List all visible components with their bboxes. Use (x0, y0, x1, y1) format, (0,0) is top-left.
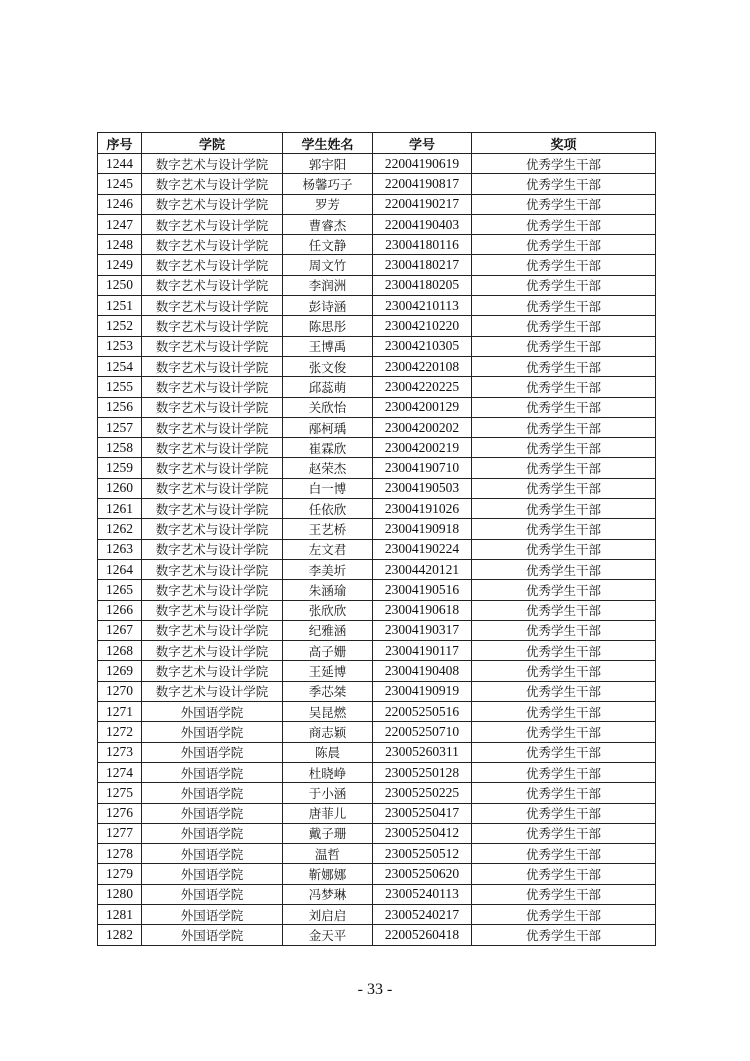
cell-seq: 1273 (98, 742, 142, 762)
table-row (98, 803, 656, 823)
cell-college: 数字艺术与设计学院 (142, 641, 283, 661)
cell-student-id: 23004220108 (373, 356, 472, 376)
cell-award: 优秀学生干部 (472, 255, 656, 275)
cell-college: 数字艺术与设计学院 (142, 499, 283, 519)
table-row (98, 539, 656, 559)
cell-award: 优秀学生干部 (472, 823, 656, 843)
cell-student-name: 任文静 (283, 235, 373, 255)
cell-student-name: 金天平 (283, 925, 373, 945)
cell-seq: 1276 (98, 803, 142, 823)
cell-college: 外国语学院 (142, 823, 283, 843)
table-row (98, 174, 656, 194)
cell-student-id: 22005250516 (373, 702, 472, 722)
cell-student-name: 彭诗涵 (283, 296, 373, 316)
cell-student-id: 22004190619 (373, 154, 472, 174)
table-row (98, 925, 656, 945)
table-row (98, 641, 656, 661)
cell-college: 数字艺术与设计学院 (142, 620, 283, 640)
cell-student-id: 23004210113 (373, 296, 472, 316)
page-number: - 33 - (357, 981, 393, 998)
cell-college: 数字艺术与设计学院 (142, 174, 283, 194)
cell-award: 优秀学生干部 (472, 559, 656, 579)
cell-college: 数字艺术与设计学院 (142, 559, 283, 579)
table-row (98, 783, 656, 803)
cell-student-name: 关欣怡 (283, 397, 373, 417)
cell-seq: 1252 (98, 316, 142, 336)
cell-award: 优秀学生干部 (472, 397, 656, 417)
table-row (98, 397, 656, 417)
cell-award: 优秀学生干部 (472, 681, 656, 701)
cell-seq: 1270 (98, 681, 142, 701)
cell-student-name: 刘启启 (283, 904, 373, 924)
cell-student-id: 23004190408 (373, 661, 472, 681)
cell-college: 数字艺术与设计学院 (142, 296, 283, 316)
cell-award: 优秀学生干部 (472, 417, 656, 437)
cell-student-name: 赵荣杰 (283, 458, 373, 478)
cell-college: 数字艺术与设计学院 (142, 417, 283, 437)
cell-student-name: 纪雅涵 (283, 620, 373, 640)
cell-student-id: 23005250512 (373, 844, 472, 864)
table-row (98, 884, 656, 904)
cell-student-id: 23005250412 (373, 823, 472, 843)
cell-award: 优秀学生干部 (472, 762, 656, 782)
cell-college: 数字艺术与设计学院 (142, 580, 283, 600)
cell-student-id: 23004200219 (373, 438, 472, 458)
cell-student-name: 冯梦琳 (283, 884, 373, 904)
cell-seq: 1263 (98, 539, 142, 559)
cell-award: 优秀学生干部 (472, 296, 656, 316)
cell-seq: 1256 (98, 397, 142, 417)
cell-seq: 1275 (98, 783, 142, 803)
header-college: 学院 (142, 133, 283, 154)
cell-student-id: 23005250417 (373, 803, 472, 823)
cell-college: 数字艺术与设计学院 (142, 214, 283, 234)
table-row (98, 296, 656, 316)
cell-student-id: 23004190919 (373, 681, 472, 701)
cell-college: 数字艺术与设计学院 (142, 275, 283, 295)
cell-student-name: 陈晨 (283, 742, 373, 762)
cell-award: 优秀学生干部 (472, 783, 656, 803)
cell-student-id: 23004200202 (373, 417, 472, 437)
cell-seq: 1262 (98, 519, 142, 539)
cell-seq: 1280 (98, 884, 142, 904)
cell-college: 数字艺术与设计学院 (142, 235, 283, 255)
table-row (98, 823, 656, 843)
table-row (98, 559, 656, 579)
cell-student-name: 陈思彤 (283, 316, 373, 336)
table-row (98, 154, 656, 174)
cell-award: 优秀学生干部 (472, 154, 656, 174)
cell-seq: 1257 (98, 417, 142, 437)
cell-student-id: 23004191026 (373, 499, 472, 519)
cell-student-name: 唐菲儿 (283, 803, 373, 823)
cell-seq: 1248 (98, 235, 142, 255)
cell-award: 优秀学生干部 (472, 499, 656, 519)
cell-student-name: 温哲 (283, 844, 373, 864)
cell-college: 外国语学院 (142, 722, 283, 742)
cell-student-name: 张文俊 (283, 356, 373, 376)
cell-student-name: 曹睿杰 (283, 214, 373, 234)
cell-student-name: 王博禹 (283, 336, 373, 356)
cell-student-id: 23004190317 (373, 620, 472, 640)
header-award: 奖项 (472, 133, 656, 154)
cell-award: 优秀学生干部 (472, 194, 656, 214)
cell-student-name: 左文君 (283, 539, 373, 559)
cell-student-id: 23004180116 (373, 235, 472, 255)
cell-college: 数字艺术与设计学院 (142, 255, 283, 275)
cell-seq: 1247 (98, 214, 142, 234)
cell-award: 优秀学生干部 (472, 377, 656, 397)
cell-college: 外国语学院 (142, 803, 283, 823)
cell-seq: 1281 (98, 904, 142, 924)
cell-college: 外国语学院 (142, 783, 283, 803)
cell-student-name: 吴昆燃 (283, 702, 373, 722)
cell-student-name: 商志颖 (283, 722, 373, 742)
cell-student-id: 23005250225 (373, 783, 472, 803)
cell-student-id: 23004190618 (373, 600, 472, 620)
cell-seq: 1246 (98, 194, 142, 214)
table-row (98, 762, 656, 782)
cell-seq: 1261 (98, 499, 142, 519)
table-row (98, 235, 656, 255)
cell-college: 数字艺术与设计学院 (142, 519, 283, 539)
cell-college: 外国语学院 (142, 702, 283, 722)
cell-award: 优秀学生干部 (472, 580, 656, 600)
table-row (98, 702, 656, 722)
cell-college: 数字艺术与设计学院 (142, 316, 283, 336)
cell-student-id: 23004420121 (373, 559, 472, 579)
cell-student-id: 23004180205 (373, 275, 472, 295)
cell-college: 外国语学院 (142, 884, 283, 904)
table-row (98, 478, 656, 498)
cell-award: 优秀学生干部 (472, 844, 656, 864)
table-row (98, 275, 656, 295)
cell-college: 数字艺术与设计学院 (142, 397, 283, 417)
cell-student-name: 张欣欣 (283, 600, 373, 620)
cell-seq: 1282 (98, 925, 142, 945)
cell-award: 优秀学生干部 (472, 742, 656, 762)
table-row (98, 458, 656, 478)
cell-student-name: 任依欣 (283, 499, 373, 519)
cell-award: 优秀学生干部 (472, 174, 656, 194)
cell-seq: 1245 (98, 174, 142, 194)
cell-college: 数字艺术与设计学院 (142, 478, 283, 498)
table-row (98, 864, 656, 884)
cell-student-id: 23005250128 (373, 762, 472, 782)
table-row (98, 316, 656, 336)
cell-college: 数字艺术与设计学院 (142, 356, 283, 376)
table-row (98, 904, 656, 924)
cell-seq: 1255 (98, 377, 142, 397)
table-row (98, 661, 656, 681)
cell-student-id: 23004190710 (373, 458, 472, 478)
cell-seq: 1268 (98, 641, 142, 661)
cell-seq: 1266 (98, 600, 142, 620)
cell-award: 优秀学生干部 (472, 519, 656, 539)
cell-college: 数字艺术与设计学院 (142, 377, 283, 397)
table-row (98, 600, 656, 620)
cell-seq: 1251 (98, 296, 142, 316)
table-header-row (98, 133, 656, 154)
table-row (98, 356, 656, 376)
cell-award: 优秀学生干部 (472, 316, 656, 336)
cell-seq: 1258 (98, 438, 142, 458)
cell-student-name: 邴柯瑀 (283, 417, 373, 437)
cell-college: 外国语学院 (142, 904, 283, 924)
cell-student-id: 22005260418 (373, 925, 472, 945)
cell-student-name: 杜晓峥 (283, 762, 373, 782)
cell-seq: 1254 (98, 356, 142, 376)
cell-award: 优秀学生干部 (472, 478, 656, 498)
header-student-name: 学生姓名 (283, 133, 373, 154)
cell-college: 外国语学院 (142, 762, 283, 782)
cell-student-id: 23004210220 (373, 316, 472, 336)
cell-seq: 1279 (98, 864, 142, 884)
cell-student-id: 22004190403 (373, 214, 472, 234)
cell-student-id: 23004190117 (373, 641, 472, 661)
cell-college: 外国语学院 (142, 844, 283, 864)
header-seq: 序号 (98, 133, 142, 154)
cell-student-id: 23004210305 (373, 336, 472, 356)
cell-student-name: 朱涵瑜 (283, 580, 373, 600)
cell-college: 数字艺术与设计学院 (142, 336, 283, 356)
cell-seq: 1250 (98, 275, 142, 295)
cell-student-name: 戴子珊 (283, 823, 373, 843)
cell-student-id: 22005250710 (373, 722, 472, 742)
cell-college: 数字艺术与设计学院 (142, 154, 283, 174)
cell-award: 优秀学生干部 (472, 641, 656, 661)
cell-student-id: 23004190918 (373, 519, 472, 539)
cell-student-name: 杨馨巧子 (283, 174, 373, 194)
cell-student-name: 邱蕊萌 (283, 377, 373, 397)
cell-college: 数字艺术与设计学院 (142, 539, 283, 559)
cell-award: 优秀学生干部 (472, 458, 656, 478)
cell-student-name: 周文竹 (283, 255, 373, 275)
table-row (98, 620, 656, 640)
cell-seq: 1260 (98, 478, 142, 498)
cell-college: 外国语学院 (142, 742, 283, 762)
cell-award: 优秀学生干部 (472, 620, 656, 640)
header-student-id: 学号 (373, 133, 472, 154)
cell-seq: 1253 (98, 336, 142, 356)
cell-seq: 1265 (98, 580, 142, 600)
cell-student-name: 高子姗 (283, 641, 373, 661)
cell-student-name: 王延博 (283, 661, 373, 681)
table-row (98, 336, 656, 356)
cell-award: 优秀学生干部 (472, 884, 656, 904)
cell-award: 优秀学生干部 (472, 864, 656, 884)
cell-seq: 1271 (98, 702, 142, 722)
cell-award: 优秀学生干部 (472, 356, 656, 376)
cell-college: 数字艺术与设计学院 (142, 438, 283, 458)
cell-award: 优秀学生干部 (472, 661, 656, 681)
table-row (98, 519, 656, 539)
cell-student-id: 23004200129 (373, 397, 472, 417)
table-row (98, 580, 656, 600)
cell-student-id: 22004190817 (373, 174, 472, 194)
table-row (98, 499, 656, 519)
cell-student-name: 季芯桀 (283, 681, 373, 701)
cell-seq: 1269 (98, 661, 142, 681)
cell-student-id: 23005240217 (373, 904, 472, 924)
table-row (98, 194, 656, 214)
cell-student-name: 于小涵 (283, 783, 373, 803)
cell-seq: 1274 (98, 762, 142, 782)
cell-student-name: 李润洲 (283, 275, 373, 295)
cell-student-name: 白一博 (283, 478, 373, 498)
cell-award: 优秀学生干部 (472, 336, 656, 356)
cell-seq: 1278 (98, 844, 142, 864)
awards-table (97, 132, 656, 946)
table-row (98, 214, 656, 234)
cell-student-id: 22004190217 (373, 194, 472, 214)
cell-award: 优秀学生干部 (472, 702, 656, 722)
table-row (98, 742, 656, 762)
cell-student-id: 23004220225 (373, 377, 472, 397)
cell-award: 优秀学生干部 (472, 214, 656, 234)
cell-award: 优秀学生干部 (472, 925, 656, 945)
cell-award: 优秀学生干部 (472, 438, 656, 458)
cell-student-id: 23004190503 (373, 478, 472, 498)
cell-award: 优秀学生干部 (472, 600, 656, 620)
cell-seq: 1277 (98, 823, 142, 843)
cell-student-id: 23005240113 (373, 884, 472, 904)
table-row (98, 438, 656, 458)
cell-college: 外国语学院 (142, 864, 283, 884)
cell-college: 数字艺术与设计学院 (142, 600, 283, 620)
cell-student-id: 23004190224 (373, 539, 472, 559)
cell-student-name: 靳娜娜 (283, 864, 373, 884)
cell-award: 优秀学生干部 (472, 722, 656, 742)
cell-college: 数字艺术与设计学院 (142, 661, 283, 681)
cell-award: 优秀学生干部 (472, 539, 656, 559)
table-row (98, 377, 656, 397)
cell-college: 数字艺术与设计学院 (142, 681, 283, 701)
cell-student-name: 王艺桥 (283, 519, 373, 539)
table-row (98, 722, 656, 742)
cell-award: 优秀学生干部 (472, 275, 656, 295)
cell-student-name: 李美圻 (283, 559, 373, 579)
cell-college: 数字艺术与设计学院 (142, 458, 283, 478)
table-row (98, 844, 656, 864)
cell-student-name: 崔霖欣 (283, 438, 373, 458)
cell-college: 外国语学院 (142, 925, 283, 945)
cell-student-id: 23005260311 (373, 742, 472, 762)
cell-student-id: 23005250620 (373, 864, 472, 884)
table-body (98, 154, 656, 946)
cell-award: 优秀学生干部 (472, 235, 656, 255)
cell-seq: 1244 (98, 154, 142, 174)
cell-student-id: 23004190516 (373, 580, 472, 600)
cell-seq: 1259 (98, 458, 142, 478)
cell-college: 数字艺术与设计学院 (142, 194, 283, 214)
cell-seq: 1267 (98, 620, 142, 640)
cell-award: 优秀学生干部 (472, 803, 656, 823)
cell-student-name: 罗芳 (283, 194, 373, 214)
table-row (98, 255, 656, 275)
cell-student-id: 23004180217 (373, 255, 472, 275)
cell-award: 优秀学生干部 (472, 904, 656, 924)
cell-seq: 1249 (98, 255, 142, 275)
cell-seq: 1272 (98, 722, 142, 742)
table-row (98, 417, 656, 437)
table-row (98, 681, 656, 701)
cell-seq: 1264 (98, 559, 142, 579)
cell-student-name: 郭宇阳 (283, 154, 373, 174)
